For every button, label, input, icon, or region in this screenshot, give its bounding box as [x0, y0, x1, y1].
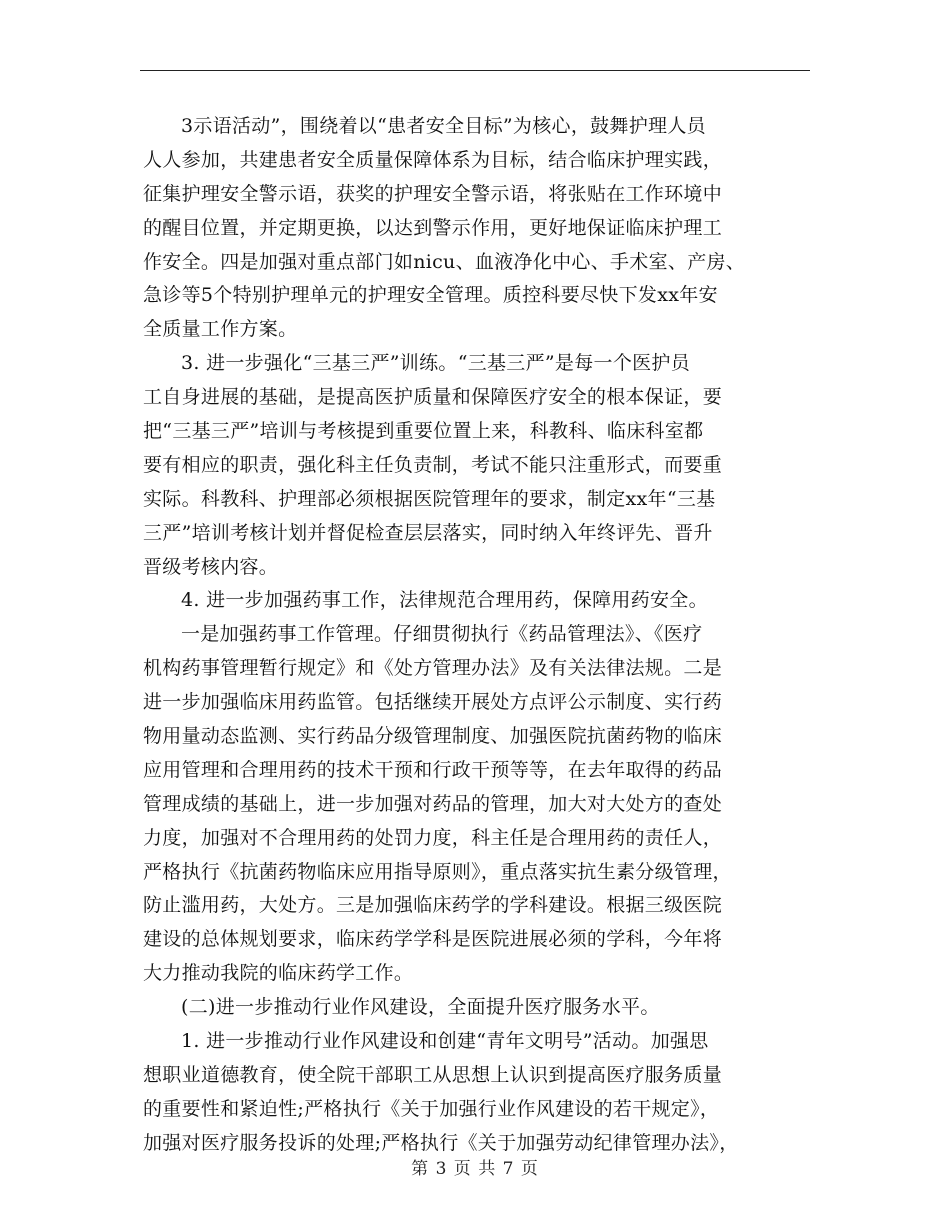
text-line: 1. 进一步推动行业作风建设和创建“青年文明号”活动。加强思: [181, 1030, 709, 1053]
page-footer: 第 3 页 共 7 页: [411, 1159, 539, 1179]
document-body: [143, 110, 811, 1161]
text-line: 工自身进展的基础，是提高医护质量和保障医疗安全的根本保证，要: [143, 386, 723, 409]
text-line: 大力推动我院的临床药学工作。: [143, 962, 414, 985]
header-rule: [140, 70, 810, 71]
text-line: 加强对医疗服务投诉的处理;严格执行《关于加强劳动纪律管理办法》，: [143, 1131, 739, 1154]
text-line: 建设的总体规划要求，临床药学学科是医院进展必须的学科，今年将: [143, 928, 723, 951]
text-line: 要有相应的职责，强化科主任负责制，考试不能只注重形式，而要重: [143, 453, 723, 476]
text-line: 一是加强药事工作管理。仔细贯彻执行《药品管理法》、《医疗: [181, 623, 703, 646]
text-line: 把“三基三严”培训与考核提到重要位置上来，科教科、临床科室都: [143, 420, 704, 443]
text-line: 三严”培训考核计划并督促检查层层落实，同时纳入年终评先、晋升: [143, 521, 713, 544]
text-line: (二)进一步推动行业作风建设，全面提升医疗服务水平。: [181, 996, 660, 1019]
text-line: 物用量动态监测、实行药品分级管理制度、加强医院抗菌药物的临床: [143, 725, 723, 748]
text-line: 管理成绩的基础上，进一步加强对药品的管理，加大对大处方的查处: [143, 792, 723, 815]
text-line: 3示语活动”，围绕着以“患者安全目标”为核心，鼓舞护理人员: [181, 115, 706, 137]
text-line: 实际。科教科、护理部必须根据医院管理年的要求，制定xx年“三基: [143, 487, 716, 510]
text-line: 3. 进一步强化“三基三严”训练。“三基三严”是每一个医护员: [181, 352, 691, 375]
text-line: 人人参加，共建患者安全质量保障体系为目标，结合临床护理实践，: [143, 148, 723, 171]
text-line: 应用管理和合理用药的技术干预和行政干预等等，在去年取得的药品: [143, 758, 723, 781]
text-line: 的重要性和紧迫性;严格执行《关于加强行业作风建设的若干规定》，: [143, 1097, 720, 1120]
text-line: 想职业道德教育，使全院干部职工从思想上认识到提高医疗服务质量: [143, 1063, 723, 1086]
text-line: 的醒目位置，并定期更换，以达到警示作用，更好地保证临床护理工: [143, 216, 723, 239]
text-line: 急诊等5个特别护理单元的护理安全管理。质控科要尽快下发xx年安: [143, 284, 718, 307]
text-line: 征集护理安全警示语，获奖的护理安全警示语，将张贴在工作环境中: [143, 182, 723, 205]
text-line: 全质量工作方案。: [143, 318, 298, 341]
text-line: 力度，加强对不合理用药的处罚力度，科主任是合理用药的责任人，: [143, 826, 723, 849]
text-line: 作安全。四是加强对重点部门如nicu、血液净化中心、手术室、产房、: [143, 250, 746, 273]
text-line: 进一步加强临床用药监管。包括继续开展处方点评公示制度、实行药: [143, 691, 723, 714]
text-line: 4. 进一步加强药事工作，法律规范合理用药，保障用药安全。: [181, 589, 708, 612]
text-line: 晋级考核内容。: [143, 555, 279, 578]
text-line: 严格执行《抗菌药物临床应用指导原则》，重点落实抗生素分级管理，: [143, 860, 732, 883]
text-line: 防止滥用药，大处方。三是加强临床药学的学科建设。根据三级医院: [143, 894, 723, 917]
text-line: 机构药事管理暂行规定》和《处方管理办法》及有关法律法规。二是: [143, 657, 723, 680]
